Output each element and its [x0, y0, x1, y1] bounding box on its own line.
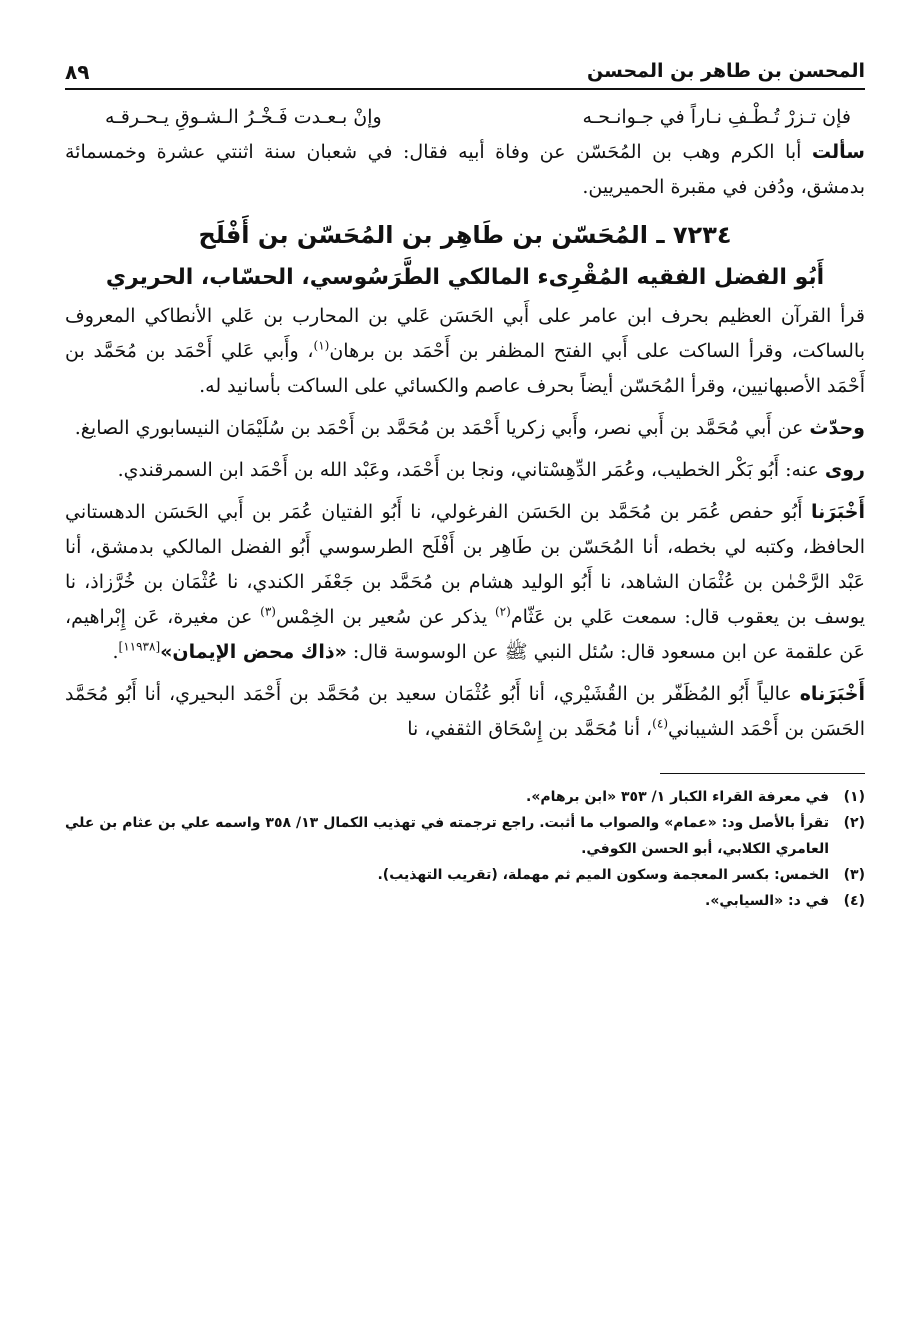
footnote-divider: [660, 773, 865, 774]
footnote-number: (١): [843, 789, 865, 805]
paragraph-text: عالياً أَبُو المُظَفّر بن القُشَيْري، أنا أَبُو عُثْمَان سعيد بن مُحَمَّد بن أَحْمَد البحيري، أنا أَبُو مُحَمَّد الحَسَن بن أَحْمَد الشيباني: [65, 683, 865, 740]
paragraph-lead: أَخْبَرَناه: [799, 683, 865, 705]
poetry-verse: [65, 100, 865, 135]
footnote-text: في د: «السيابي».: [705, 893, 829, 909]
footnote-text: تقرأ بالأصل ود: «عمام» والصواب ما أثبت. راجع ترجمته في تهذيب الكمال ١٣/ ٣٥٨ واسمه علي بن عثام بن علي العامري الكلابي، أبو الحسن الكوفي.: [65, 815, 829, 857]
hadith-quote: «ذاك محض الإيمان»: [160, 641, 347, 663]
paragraph-text: أَبُو حفص عُمَر بن مُحَمَّد بن الحَسَن الفرغولي، نا أَبُو الفتيان عُمَر بن أَبي الحَسَن الدهستاني الحافظ، وكتبه لي بخطه، أنا المُحَسّن بن طَاهِر بن أَفْلَح الطرسوسي أَبُو الفضل المالكي بدمشق، أنا عَبْد الرَّحْمٰن بن عُثْمَان الشاهد، نا أَبُو الوليد هشام بن مُحَمَّد بن جَعْفَر الكندي، نا عُثْمَان بن خُرَّزاذ، نا يوسف بن يعقوب قال: سمعت عَلي بن عَثّام: [65, 501, 865, 628]
paragraph-text: قرأ القرآن العظيم بحرف ابن عامر على أَبي الحَسَن عَلي بن المحارب بن عَلي الأنطاكي المعروف بالساكت، وقرأ الساكت على أَبي الفتح المظفر بن أَحْمَد بن برهان: [65, 305, 865, 362]
footnote-number: (٣): [843, 867, 865, 883]
hadith-number: [١١٩٣٨]: [118, 639, 161, 654]
paragraph-reported: [65, 453, 865, 488]
footnote-ref-3[interactable]: (٣): [260, 604, 276, 619]
footnote-text: في معرفة القراء الكبار ١/ ٣٥٣ «ابن برهام».: [526, 789, 829, 805]
paragraph-text: عن مغيرة، عَن إِبْراهيم، عَن علقمة عن ابن مسعود قال: سُئل النبي ﷺ عن الوسوسة قال:: [65, 606, 865, 663]
verse-first-hemistich: فإن تـزرْ تُـطْـفِ نـاراً في جـوانـحـه: [582, 106, 851, 128]
running-title: المحسن بن طاهر بن المحسن: [587, 60, 865, 82]
paragraph-asked: [65, 135, 865, 205]
footnote-text: الخمس: بكسر المعجمة وسكون الميم ثم مهملة، (تقريب التهذيب).: [377, 867, 829, 883]
footnotes: [65, 784, 865, 914]
book-page: [65, 50, 865, 1280]
paragraph-text: ، وأَبي عَلي أَحْمَد بن مُحَمَّد بن أَحْمَد الأصبهانيين، وقرأ المُحَسّن أيضاً بحرف عاصم والكسائي على الساكت بأسانيد له.: [65, 340, 865, 397]
paragraph-lead: وحدّث: [809, 417, 865, 439]
footnote-3: [65, 862, 865, 888]
paragraph-narrated: [65, 411, 865, 446]
paragraph-lead: سألت: [811, 141, 865, 163]
footnote-ref-1[interactable]: (١): [313, 338, 330, 353]
paragraph-text: يذكر عن سُعير بن الخِمْس: [275, 606, 495, 628]
paragraph-lead: أَخْبَرَنا: [810, 501, 865, 523]
paragraph-isnad-1: [65, 495, 865, 670]
footnote-1: [65, 784, 865, 810]
footnote-2: [65, 810, 865, 862]
page-header: [65, 50, 865, 90]
page-number: ٨٩: [65, 60, 90, 84]
paragraph-text: عنه: أَبُو بَكْر الخطيب، وعُمَر الدِّهِسْتاني، ونجا بن أَحْمَد، وعَبْد الله بن أَحْمَد ابن السمرقندي.: [117, 459, 825, 481]
paragraph-lead: روى: [824, 459, 865, 481]
paragraph-text: أبا الكرم وهب بن المُحَسّن عن وفاة أبيه فقال: في شعبان سنة اثنتي عشرة وخمسمائة بدمشق، ودُفن في مقبرة الحميريين.: [65, 141, 865, 198]
entry-title: ٧٢٣٤ ـ المُحَسّن بن طَاهِر بن المُحَسّن بن أَفْلَح: [198, 221, 732, 249]
paragraph-text: .: [112, 641, 119, 663]
entry-subtitle: أَبُو الفضل الفقيه المُقْرِىء المالكي الطَّرَسُوسي، الحسّاب، الحريري: [105, 265, 825, 290]
paragraph-text: ، أنا مُحَمَّد بن إِسْحَاق الثقفي، نا: [407, 718, 653, 740]
footnote-number: (٢): [843, 815, 865, 831]
paragraph-isnad-2: [65, 677, 865, 747]
verse-second-hemistich: وإنْ بـعـدت فَـخْـرُ الـشـوقِ يـحـرقـه: [105, 106, 382, 128]
paragraph-readings: [65, 299, 865, 404]
paragraph-text: عن أَبي مُحَمَّد بن أَبي نصر، وأَبي زكريا أَحْمَد بن مُحَمَّد بن أَحْمَد بن سُلَيْمَان النيسابوري الصايغ.: [74, 417, 810, 439]
footnote-4: [65, 888, 865, 914]
footnote-ref-4[interactable]: (٤): [652, 716, 668, 731]
footnote-number: (٤): [843, 893, 865, 909]
footnote-ref-2[interactable]: (٢): [494, 604, 511, 619]
